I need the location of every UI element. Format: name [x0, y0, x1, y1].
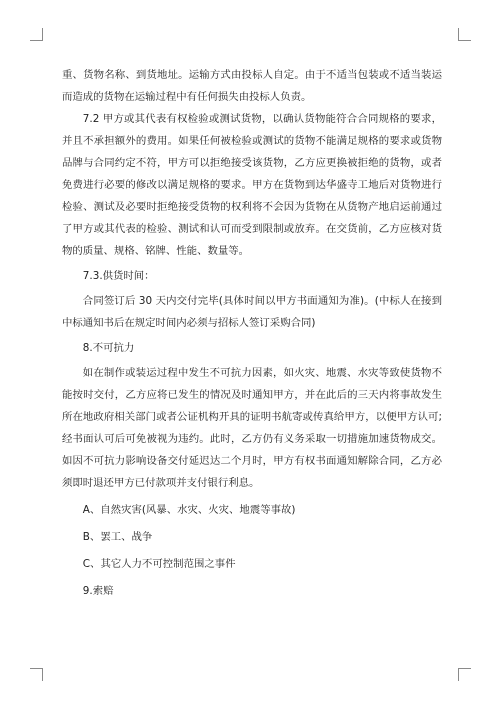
crop-mark-top-right — [458, 28, 471, 41]
paragraph-force-majeure: 如在制作或装运过程中发生不可抗力因素，如火灾、地震、水灾等致使货物不能按时交付，乙方应将已发生的情况及时通知甲方，并在此后的三天内将事故发生所在地政府相关部门或者公证机构开具的证明书航寄或传真给甲方，以便甲方认可;经书面认可后可免被视为违约。此时，乙方仍有义务采取一切措施加速货物成交。如因不可抗力影响设备交付延迟达二个月时，甲方有权书面通知解除合同，乙方必须即时退还甲方已付款项并支付银行利息。 — [62, 367, 442, 489]
paragraph-supply-time: 合同签订后 30 天内交付完毕(具体时间以甲方书面通知为准)。(中标人在接到中标通知书后在规定时间内必须与招标人签订采购合同) — [62, 295, 442, 329]
crop-mark-bottom-left — [30, 668, 43, 681]
heading-8-force-majeure: 8.不可抗力 — [82, 342, 135, 354]
list-item-b: B、罢工、战争 — [82, 531, 153, 543]
list-item-a: A、自然灾害(风暴、水灾、火灾、地震等事故) — [82, 504, 296, 516]
crop-mark-top-left — [30, 28, 43, 41]
paragraph-continued: 重、货物名称、到货地址。运输方式由投标人自定。由于不适当包装或不适当装运而造成的货物在运输过程中有任何损失由投标人负责。 — [62, 69, 442, 103]
paragraph-7-2-inspection: 7.2 甲方或其代表有权检验或测试货物，以确认货物能符合合同规格的要求，并且不承担额外的费用。如果任何被检验或测试的货物不能满足规格的要求或货物品牌与合同约定不符，甲方可以拒绝接受该货物，乙方应更换被拒绝的货物，或者免费进行必要的修改以满足规格的要求。甲方在货物到达华盛寺工地后对货物进行检验、测试及必要时拒绝接受货物的权利将不会因为货物在从货物产地启运前通过了甲方或其代表的检验、测试和认可而受到限制或放弃。在交货前，乙方应核对货物的质量、规格、铭牌、性能、数量等。 — [62, 113, 442, 257]
heading-7-3-supply-time: 7.3.供货时间： — [82, 270, 155, 282]
document-body — [62, 64, 442, 607]
heading-9-claims: 9.索赔 — [82, 585, 114, 597]
crop-mark-bottom-right — [458, 668, 471, 681]
list-item-c: C、其它人力不可控制范围之事件 — [82, 558, 236, 570]
